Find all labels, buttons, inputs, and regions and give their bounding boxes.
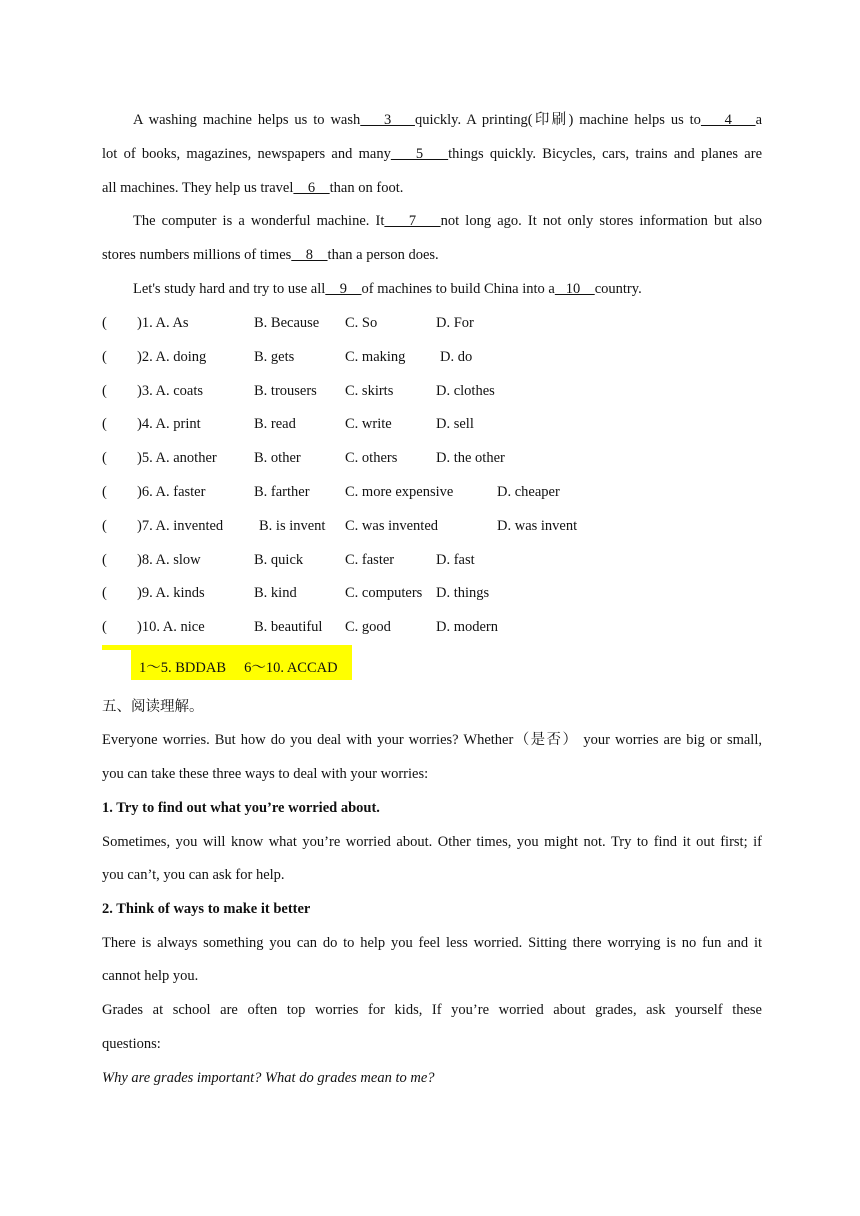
passage-text: than a person does.: [327, 247, 439, 263]
option-a: )1. A. As: [137, 315, 189, 331]
option-b: B. quick: [254, 552, 304, 568]
option-c: C. more expensive: [345, 484, 454, 500]
option-d: D. the other: [436, 450, 505, 466]
blank-3: 3: [360, 112, 415, 128]
passage-line: [102, 245, 762, 265]
blank-5: 5: [390, 146, 449, 162]
passage-line: [133, 211, 762, 231]
question-paren: (: [102, 315, 107, 331]
reading-text: cannot help you.: [102, 968, 199, 984]
option-d: D. clothes: [436, 383, 495, 399]
passage-text: all machines. They help us travel: [102, 180, 294, 196]
blank-6: 6: [293, 180, 330, 196]
option-b: B. farther: [254, 484, 310, 500]
blank-7: 7: [384, 213, 441, 229]
option-c: C. was invented: [345, 518, 439, 534]
reading-text: you can’t, you can ask for help.: [102, 867, 285, 883]
option-c: C. write: [345, 416, 392, 432]
question-paren: (: [102, 349, 107, 365]
option-a: )8. A. slow: [137, 552, 201, 568]
passage-text: than on foot.: [329, 180, 404, 196]
option-b: B. beautiful: [254, 619, 323, 635]
option-c: C. good: [345, 619, 391, 635]
passage-text: country.: [594, 281, 642, 297]
question-paren: (: [102, 518, 107, 534]
answer-key: 1～5. BDDAB 6～10. ACCAD: [139, 660, 338, 676]
reading-heading: 1. Try to find out what you’re worried about.: [102, 800, 380, 816]
passage-text: of machines to build China into a: [361, 281, 555, 297]
option-a: )2. A. doing: [137, 349, 207, 365]
option-c: C. computers: [345, 585, 423, 601]
reading-heading: 2. Think of ways to make it better: [102, 901, 311, 917]
option-b: B. read: [254, 416, 296, 432]
option-c: C. making: [345, 349, 406, 365]
passage-text: A washing machine helps us to wash: [133, 112, 361, 128]
question-paren: (: [102, 585, 107, 601]
blank-8: 8: [291, 247, 328, 263]
passage-text: quickly. A printing(印刷) machine helps us to: [414, 112, 701, 128]
option-a: )7. A. invented: [137, 518, 224, 534]
question-paren: (: [102, 383, 107, 399]
blank-10: 10: [554, 281, 595, 297]
passage-text: The computer is a wonderful machine. It: [133, 213, 385, 229]
highlight-mark: [102, 645, 132, 650]
option-d: D. sell: [436, 416, 474, 432]
passage-line: [102, 178, 762, 198]
reading-text: Why are grades important? What do grades mean to me?: [102, 1070, 435, 1086]
option-a: )4. A. print: [137, 416, 201, 432]
reading-text: There is always something you can do to help you feel less worried. Sitting there worrying is no fun and it: [102, 935, 762, 951]
option-b: B. gets: [254, 349, 295, 365]
passage-text: a: [755, 112, 763, 128]
passage-text: things quickly. Bicycles, cars, trains and planes are: [448, 146, 763, 162]
option-d: D. things: [436, 585, 490, 601]
option-a: )3. A. coats: [137, 383, 204, 399]
option-d: D. cheaper: [497, 484, 560, 500]
question-paren: (: [102, 416, 107, 432]
reading-text: Grades at school are often top worries for kids, If you’re worried about grades, ask yourself these: [102, 1002, 762, 1018]
reading-text: questions:: [102, 1036, 161, 1052]
section-title: 五、阅读理解。: [102, 699, 204, 715]
option-d: D. was invent: [497, 518, 578, 534]
passage-text: Let's study hard and try to use all: [133, 281, 326, 297]
passage-line: [102, 144, 762, 164]
reading-text: you can take these three ways to deal with your worries:: [102, 766, 429, 782]
option-a: )5. A. another: [137, 450, 217, 466]
option-a: )6. A. faster: [137, 484, 206, 500]
question-paren: (: [102, 484, 107, 500]
question-paren: (: [102, 619, 107, 635]
option-c: C. faster: [345, 552, 395, 568]
reading-text: Everyone worries. But how do you deal with your worries? Whether（是否） your worries are big or small,: [102, 732, 762, 748]
blank-9: 9: [325, 281, 362, 297]
option-c: C. others: [345, 450, 398, 466]
passage-text: stores numbers millions of times: [102, 247, 292, 263]
option-b: B. Because: [254, 315, 320, 331]
option-a: )9. A. kinds: [137, 585, 205, 601]
option-c: C. So: [345, 315, 378, 331]
passage-text: not long ago. It not only stores information but also: [440, 213, 762, 229]
question-paren: (: [102, 552, 107, 568]
blank-4: 4: [700, 112, 756, 128]
option-c: C. skirts: [345, 383, 394, 399]
option-b: B. trousers: [254, 383, 317, 399]
option-d: D. fast: [436, 552, 475, 568]
passage-line: [133, 110, 762, 130]
option-d: D. modern: [436, 619, 499, 635]
option-b: B. kind: [254, 585, 297, 601]
question-paren: (: [102, 450, 107, 466]
option-d: D. do: [440, 349, 473, 365]
option-b: B. is invent: [259, 518, 326, 534]
option-d: D. For: [436, 315, 474, 331]
option-b: B. other: [254, 450, 301, 466]
reading-text: Sometimes, you will know what you’re worried about. Other times, you might not. Try to find it out first; if: [102, 834, 762, 850]
option-a: )10. A. nice: [137, 619, 205, 635]
passage-line: [133, 279, 762, 299]
passage-text: lot of books, magazines, newspapers and many: [102, 146, 391, 162]
